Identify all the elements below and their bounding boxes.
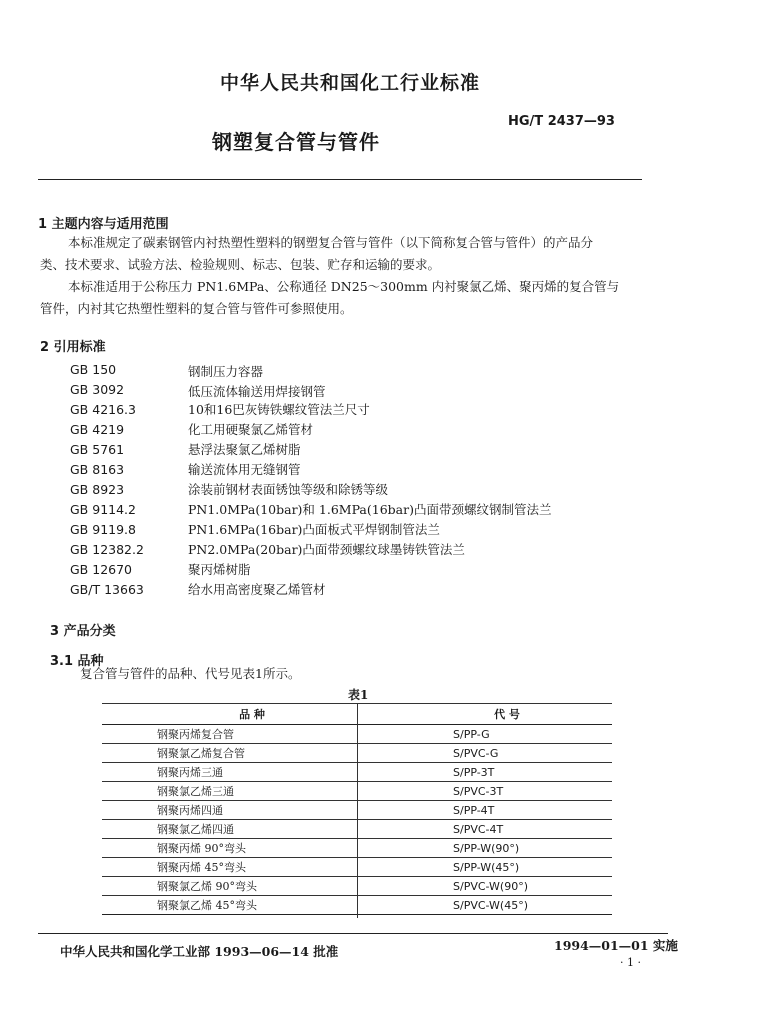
ref-code: GB 9114.2 bbox=[70, 502, 136, 517]
ref-title: PN1.0MPa(10bar)和 1.6MPa(16bar)凸面带颈螺纹钢制管法兰 bbox=[188, 502, 552, 517]
ref-code: GB 4216.3 bbox=[70, 402, 136, 417]
cell-code: S/PP-W(90°) bbox=[408, 839, 612, 858]
cell-code: S/PP-G bbox=[408, 725, 612, 744]
cell-code: S/PVC-G bbox=[408, 744, 612, 763]
ref-title: 聚丙烯树脂 bbox=[188, 562, 251, 577]
ref-code: GB 8923 bbox=[70, 482, 125, 497]
standard-code: HG/T 2437—93 bbox=[508, 114, 615, 129]
ref-code: GB 4219 bbox=[70, 422, 125, 437]
cell-code: S/PVC-W(45°) bbox=[408, 896, 612, 915]
org-title: 中华人民共和国化工行业标准 bbox=[220, 72, 481, 94]
col-header-variety: 品 种 bbox=[102, 704, 408, 725]
ref-code: GB 5761 bbox=[70, 442, 125, 457]
ref-code: GB 12382.2 bbox=[70, 542, 144, 557]
ref-title: 钢制压力容器 bbox=[188, 364, 264, 379]
ref-title: PN2.0MPa(20bar)凸面带颈螺纹球墨铸铁管法兰 bbox=[188, 542, 465, 557]
cell-variety: 钢聚氯乙烯四通 bbox=[102, 820, 408, 839]
header-divider bbox=[38, 179, 642, 180]
col-header-code: 代 号 bbox=[408, 704, 612, 725]
cell-code: S/PVC-4T bbox=[408, 820, 612, 839]
document-title: 钢塑复合管与管件 bbox=[212, 130, 380, 154]
ref-code: GB 3092 bbox=[70, 382, 125, 397]
ref-code: GB 9119.8 bbox=[70, 522, 136, 537]
cell-variety: 钢聚氯乙烯三通 bbox=[102, 782, 408, 801]
table-column-divider bbox=[357, 703, 358, 918]
effective-date: 1994—01—01 实施 bbox=[554, 938, 678, 953]
cell-code: S/PVC-3T bbox=[408, 782, 612, 801]
section1-para1-line1: 本标准规定了碳素钢管内衬热塑性塑料的钢塑复合管与管件（以下简称复合管与管件）的产品分 bbox=[68, 235, 594, 250]
section3-1-heading: 3.1 品种 bbox=[50, 654, 104, 669]
cell-variety: 钢聚丙烯 90°弯头 bbox=[102, 839, 408, 858]
cell-variety: 钢聚丙烯四通 bbox=[102, 801, 408, 820]
page-number: · 1 · bbox=[620, 956, 641, 969]
ref-title: 10和16巴灰铸铁螺纹管法兰尺寸 bbox=[188, 402, 370, 417]
cell-variety: 钢聚丙烯复合管 bbox=[102, 725, 408, 744]
section1-para2-line2: 管件，内衬其它热塑性塑料的复合管与管件可参照使用。 bbox=[40, 301, 353, 316]
section1-heading: 1 主题内容与适用范围 bbox=[38, 217, 169, 232]
footer-divider bbox=[38, 933, 668, 934]
ref-title: 低压流体输送用焊接钢管 bbox=[188, 384, 326, 399]
ref-code: GB 8163 bbox=[70, 462, 125, 477]
section1-para1-line2: 类、技术要求、试验方法、检验规则、标志、包装、贮存和运输的要求。 bbox=[40, 257, 441, 272]
cell-variety: 钢聚氯乙烯 90°弯头 bbox=[102, 877, 408, 896]
ref-code: GB 12670 bbox=[70, 562, 132, 577]
section3-heading: 3 产品分类 bbox=[50, 624, 116, 639]
cell-variety: 钢聚氯乙烯复合管 bbox=[102, 744, 408, 763]
ref-title: 输送流体用无缝钢管 bbox=[188, 462, 301, 477]
table1-caption: 表1 bbox=[348, 688, 369, 702]
ref-title: 化工用硬聚氯乙烯管材 bbox=[188, 422, 314, 437]
ref-code: GB/T 13663 bbox=[70, 582, 144, 597]
cell-variety: 钢聚丙烯三通 bbox=[102, 763, 408, 782]
ref-title: 悬浮法聚氯乙烯树脂 bbox=[188, 442, 301, 457]
cell-code: S/PP-4T bbox=[408, 801, 612, 820]
section1-para2-line1: 本标准适用于公称压力 PN1.6MPa、公称通径 DN25～300mm 内衬聚氯乙烯、聚丙烯的复合管与 bbox=[68, 279, 620, 294]
cell-code: S/PVC-W(90°) bbox=[408, 877, 612, 896]
section3-intro: 复合管与管件的品种、代号见表1所示。 bbox=[80, 666, 301, 681]
ref-title: 给水用高密度聚乙烯管材 bbox=[188, 582, 326, 597]
cell-code: S/PP-W(45°) bbox=[408, 858, 612, 877]
ref-code: GB 150 bbox=[70, 362, 117, 377]
cell-variety: 钢聚丙烯 45°弯头 bbox=[102, 858, 408, 877]
cell-code: S/PP-3T bbox=[408, 763, 612, 782]
section2-heading: 2 引用标准 bbox=[40, 340, 106, 355]
ref-title: 涂装前钢材表面锈蚀等级和除锈等级 bbox=[188, 482, 389, 497]
cell-variety: 钢聚氯乙烯 45°弯头 bbox=[102, 896, 408, 915]
approval-line: 中华人民共和国化学工业部 1993—06—14 批准 bbox=[60, 944, 339, 959]
ref-title: PN1.6MPa(16bar)凸面板式平焊钢制管法兰 bbox=[188, 522, 440, 537]
